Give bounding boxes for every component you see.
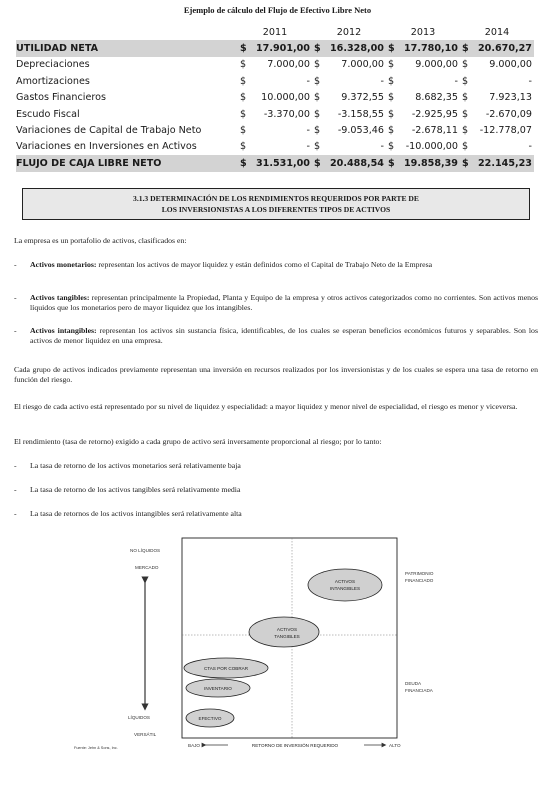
cell-value: 20.670,27 <box>470 40 534 56</box>
label-tangibles-1: ACTIVOS <box>276 627 298 632</box>
bullet-dash: - <box>14 461 17 470</box>
currency-symbol: $ <box>462 125 469 137</box>
cell-value: 17.780,10 <box>396 40 460 56</box>
row-label: Gastos Financieros <box>16 92 106 104</box>
ellipse-activos-tangibles <box>249 617 319 647</box>
bullet-dash: - <box>14 293 17 302</box>
row-label: Escudo Fiscal <box>16 108 80 120</box>
paragraph-riesgo: El riesgo de cada activo está representado por su nivel de liquidez y especialidad: a mayor liquidez y menor nivel de especialidad, el riesgo es menor y viceversa. <box>14 402 518 411</box>
cell-value: 31.531,00 <box>248 155 312 171</box>
diagram-canvas <box>74 535 480 755</box>
cash-flow-table <box>16 24 534 172</box>
currency-symbol: $ <box>388 108 395 120</box>
return-item-text: La tasa de retorno de los activos tangibles será relativamente media <box>30 485 241 494</box>
return-item-text: La tasa de retorno de los activos monetarios será relativamente baja <box>30 461 241 470</box>
cell-value: -3.370,00 <box>263 108 310 120</box>
currency-symbol: $ <box>240 141 247 153</box>
currency-symbol: $ <box>462 92 469 104</box>
label-no-liquidos: NO LÍQUIDOS <box>130 548 161 553</box>
row-label: FLUJO DE CAJA LIBRE NETO <box>16 155 238 171</box>
section-heading-box <box>22 188 530 220</box>
bullet-term: Activos tangibles: <box>30 293 90 302</box>
label-intangibles-2: INTANGIBLES <box>329 586 361 591</box>
bullet-activos-intangibles <box>14 326 538 347</box>
page-title: Ejemplo de cálculo del Flujo de Efectivo Libre Neto <box>183 5 372 15</box>
bullet-dash: - <box>14 326 17 335</box>
cell-value: - <box>306 141 310 153</box>
table-row <box>16 90 534 106</box>
label-liquidos: LÍQUIDOS <box>128 715 150 720</box>
label-tangibles-2: TANGIBLES <box>274 634 300 639</box>
label-inventario: INVENTARIO <box>204 686 232 691</box>
currency-symbol: $ <box>314 59 321 71</box>
currency-symbol: $ <box>314 75 321 87</box>
cell-value: 10.000,00 <box>261 92 310 104</box>
currency-symbol: $ <box>314 108 321 120</box>
cell-value: - <box>454 75 458 87</box>
currency-symbol: $ <box>240 125 247 137</box>
bullet-activos-tangibles <box>14 293 538 314</box>
currency-symbol: $ <box>238 155 248 171</box>
currency-symbol: $ <box>314 92 321 104</box>
cell-value: 7.000,00 <box>341 59 384 71</box>
table-row <box>16 57 534 73</box>
currency-symbol: $ <box>386 155 396 171</box>
bullet-description: representan los activos de mayor liquidez y están definidos como el Capital de Trabajo Neto de la Empresa <box>96 260 433 269</box>
table-row <box>16 155 534 171</box>
intro-paragraph: La empresa es un portafolio de activos, clasificados en: <box>14 236 187 245</box>
label-alto: ALTO <box>389 743 401 748</box>
cell-value: -2.925,95 <box>411 108 458 120</box>
label-patrimonio: PATRIMONIO <box>405 571 434 576</box>
figure-source: Fuente: Jehn & Sons, Inc. <box>74 746 118 750</box>
cell-value: 19.858,39 <box>396 155 460 171</box>
row-label: Depreciaciones <box>16 59 90 71</box>
currency-symbol: $ <box>314 125 321 137</box>
currency-symbol: $ <box>462 141 469 153</box>
table-row <box>16 122 534 138</box>
cell-value: - <box>306 125 310 137</box>
currency-symbol: $ <box>388 59 395 71</box>
row-label: UTILIDAD NETA <box>16 40 238 56</box>
table-row <box>16 106 534 122</box>
currency-symbol: $ <box>462 75 469 87</box>
table-header-row <box>16 24 534 40</box>
year-header: 2013 <box>410 26 436 38</box>
cell-value: 9.000,00 <box>415 59 458 71</box>
label-mercado: MERCADO <box>135 565 159 570</box>
label-ctas-por-cobrar: CTAS POR COBRAR <box>203 666 249 671</box>
year-header: 2014 <box>484 26 510 38</box>
currency-symbol: $ <box>240 75 247 87</box>
cell-value: -9.053,46 <box>337 125 384 137</box>
currency-symbol: $ <box>462 108 469 120</box>
paragraph-rendimiento: El rendimiento (tasa de retorno) exigido a cada grupo de activo será inversamente proporcional al riesgo; por lo tanto: <box>14 437 382 446</box>
currency-symbol: $ <box>312 155 322 171</box>
currency-symbol: $ <box>240 108 247 120</box>
cell-value: 7.923,13 <box>489 92 532 104</box>
bullet-term: Activos intangibles: <box>30 326 97 335</box>
bullet-description: representan principalmente la Propiedad, Planta y Equipo de la empresa y otros activos categorizados como no corrientes. Son activos menos líquidos que los monetarios pero de mayor liquidez que los intangibles. <box>30 293 539 313</box>
currency-symbol: $ <box>460 155 470 171</box>
return-item-tangibles <box>14 485 538 495</box>
currency-symbol: $ <box>388 92 395 104</box>
currency-symbol: $ <box>240 92 247 104</box>
row-label: Amortizaciones <box>16 75 90 87</box>
label-efectivo: EFECTIVO <box>198 716 222 721</box>
cell-value: 9.000,00 <box>489 59 532 71</box>
cell-value: 7.000,00 <box>267 59 310 71</box>
paragraph-grupos: Cada grupo de activos indicados previamente representan una inversión en recursos realizados por los inversionistas y de los cuales se espera una tasa de retorno en función del riesgo. <box>14 365 538 385</box>
currency-symbol: $ <box>386 40 396 56</box>
currency-symbol: $ <box>460 40 470 56</box>
label-bajo: BAJO <box>188 743 200 748</box>
year-header: 2012 <box>336 26 362 38</box>
label-deuda-financiada: FINANCIADA <box>405 688 433 693</box>
bullet-term: Activos monetarios: <box>30 260 97 269</box>
label-retorno-requerido: RETORNO DE INVERSIÓN REQUERIDO <box>251 743 339 748</box>
currency-symbol: $ <box>240 59 247 71</box>
table-row <box>16 73 534 89</box>
cell-value: -3.158,55 <box>337 108 384 120</box>
cell-value: 20.488,54 <box>322 155 386 171</box>
currency-symbol: $ <box>388 141 395 153</box>
label-deuda: DEUDA <box>405 681 422 686</box>
cell-value: - <box>528 75 532 87</box>
cell-value: - <box>306 75 310 87</box>
return-item-intangibles <box>14 509 538 519</box>
return-item-text: La tasa de retornos de los activos intangibles será relativamente alta <box>30 509 242 518</box>
cell-value: - <box>380 75 384 87</box>
label-patrimonio-financiado: FINANCIADO <box>405 578 434 583</box>
bullet-dash: - <box>14 260 17 269</box>
currency-symbol: $ <box>238 40 248 56</box>
cell-value: -10.000,00 <box>405 141 458 153</box>
cell-value: -2.678,11 <box>411 125 458 137</box>
return-item-monetarios <box>14 461 538 471</box>
cell-value: -2.670,09 <box>485 108 532 120</box>
year-header: 2011 <box>262 26 288 38</box>
cell-value: 9.372,55 <box>341 92 384 104</box>
cell-value: - <box>380 141 384 153</box>
cell-value: 8.682,35 <box>415 92 458 104</box>
section-heading-line: 3.1.3 DETERMINACIÓN DE LOS RENDIMIENTOS REQUERIDOS POR PARTE DE <box>133 194 419 203</box>
cell-value: 22.145,23 <box>470 155 534 171</box>
bullet-activos-monetarios <box>14 260 538 270</box>
table-row <box>16 139 534 155</box>
row-label: Variaciones en Inversiones en Activos <box>16 141 197 153</box>
asset-risk-diagram <box>74 535 480 755</box>
table-row <box>16 40 534 56</box>
currency-symbol: $ <box>462 59 469 71</box>
currency-symbol: $ <box>314 141 321 153</box>
section-heading-line: LOS INVERSIONISTAS A LOS DIFERENTES TIPOS DE ACTIVOS <box>161 205 391 214</box>
currency-symbol: $ <box>312 40 322 56</box>
row-label: Variaciones de Capital de Trabajo Neto <box>16 125 202 137</box>
cell-value: 16.328,00 <box>322 40 386 56</box>
label-versatil: VERSÁTIL <box>134 732 157 737</box>
bullet-dash: - <box>14 485 17 494</box>
bullet-dash: - <box>14 509 17 518</box>
ellipse-activos-intangibles <box>308 569 382 601</box>
label-intangibles-1: ACTIVOS <box>334 579 356 584</box>
cell-value: - <box>528 141 532 153</box>
cell-value: -12.778,07 <box>479 125 532 137</box>
currency-symbol: $ <box>388 125 395 137</box>
currency-symbol: $ <box>388 75 395 87</box>
bullet-description: representan los activos sin sustancia física, identificables, de los cuales se esperan beneficios económicos futuros y separables. Son los activos de menor liquidez en una empresa. <box>30 326 538 346</box>
cell-value: 17.901,00 <box>248 40 312 56</box>
